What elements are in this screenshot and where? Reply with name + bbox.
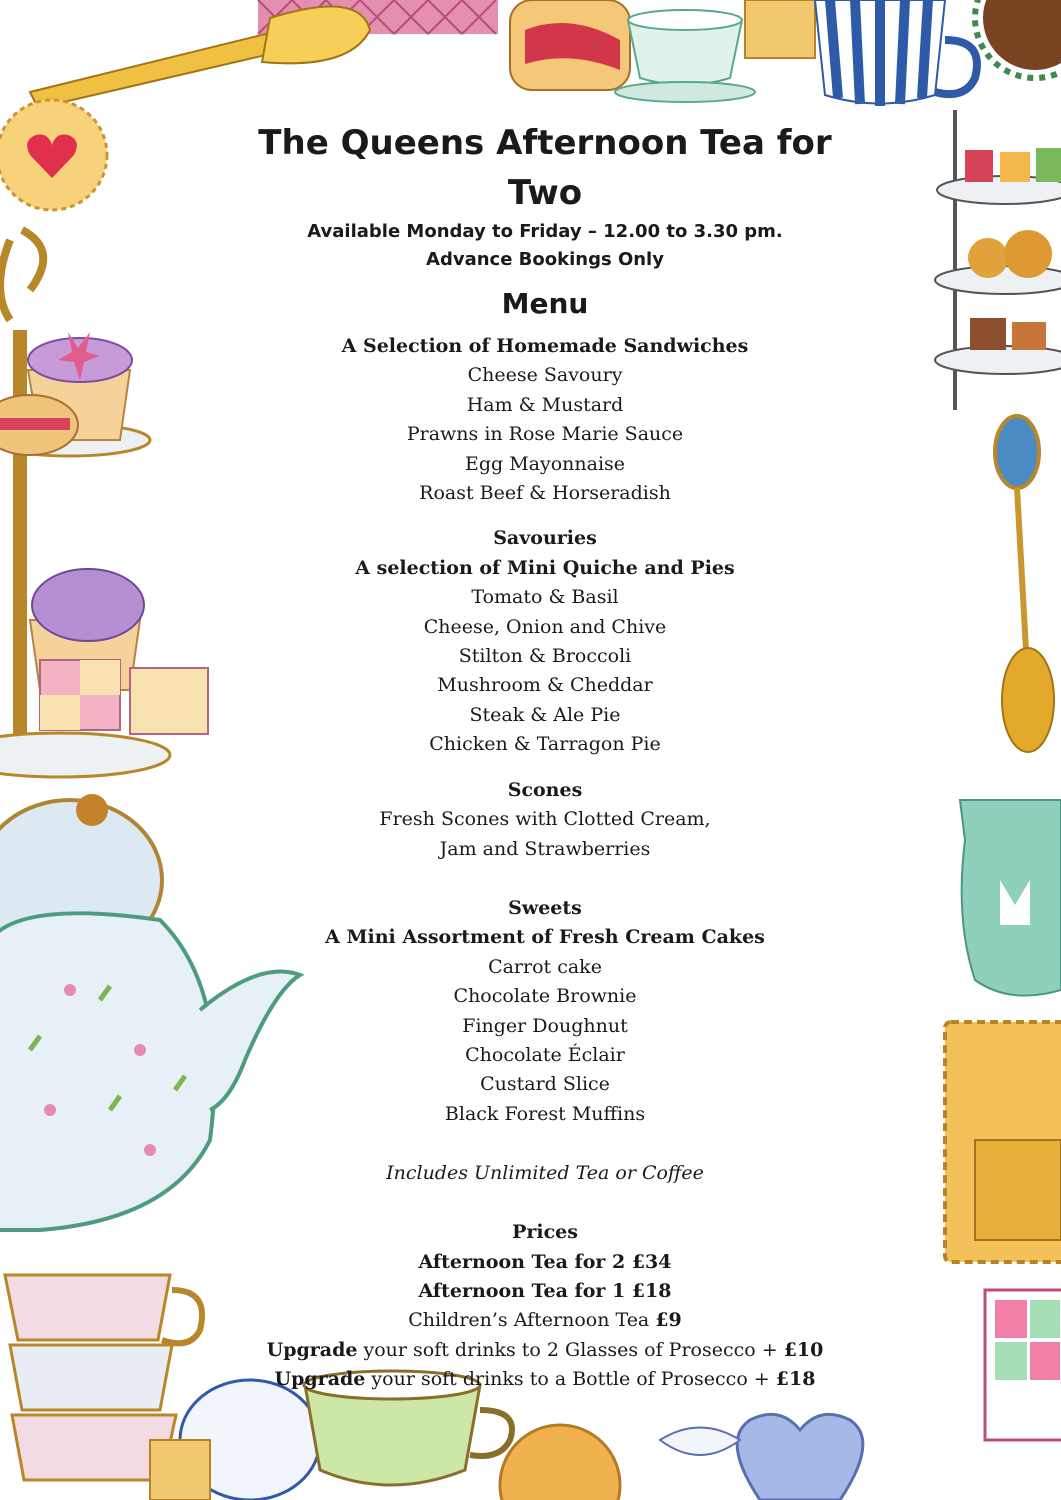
upgrade-glasses	[240, 1336, 850, 1365]
prices-section	[240, 1218, 850, 1394]
list-item: Custard Slice	[480, 1073, 610, 1096]
list-item: Roast Beef & Horseradish	[419, 482, 671, 505]
list-item: Jam and Strawberries	[439, 837, 651, 860]
list-item: Chocolate Brownie	[453, 985, 637, 1008]
biscuit-top-icon	[745, 0, 815, 58]
list-item: Egg Mayonnaise	[464, 452, 626, 475]
list-item: Finger Doughnut	[462, 1014, 628, 1037]
chocolate-cake-icon	[975, 0, 1061, 78]
list-item: Stilton & Broccoli	[458, 645, 632, 668]
prices-heading: Prices	[512, 1221, 578, 1244]
teaspoon-icon	[995, 416, 1054, 752]
children-label: Children’s Afternoon Tea	[408, 1309, 656, 1332]
teacup-icon	[615, 10, 755, 102]
upgrade-word: Upgrade	[266, 1338, 358, 1361]
price-tea-for-one: Afternoon Tea for 1 £18	[418, 1279, 672, 1302]
striped-teacup-icon	[815, 0, 977, 106]
battenberg-icon	[985, 1290, 1061, 1440]
list-item: Chicken & Tarragon Pie	[429, 733, 661, 756]
list-item: Mushroom & Cheddar	[437, 674, 653, 697]
savouries-subheading: A selection of Mini Quiche and Pies	[355, 556, 735, 579]
milk-jug-icon	[960, 800, 1061, 996]
availability-text: Available Monday to Friday – 12.00 to 3.30 pm.	[307, 221, 783, 242]
sandwiches-heading: A Selection of Homemade Sandwiches	[341, 335, 749, 357]
sweets-heading: Sweets	[508, 896, 582, 919]
doughnut-icon	[500, 1425, 620, 1500]
scones-heading: Scones	[507, 778, 583, 801]
menu-title: The Queens Afternoon Tea for Two	[258, 123, 832, 213]
upgrade2-text: your soft drinks to a Bottle of Prosecco +	[365, 1368, 776, 1391]
menu-heading: Menu	[501, 287, 589, 320]
includes-note: Includes Unlimited Tea or Coffee	[386, 1162, 704, 1185]
upgrade1-text: your soft drinks to 2 Glasses of Prosecco +	[357, 1338, 784, 1361]
scones-section	[240, 776, 850, 864]
list-item: Fresh Scones with Clotted Cream,	[379, 808, 711, 831]
cake-stand-icon	[0, 230, 208, 777]
savouries-section	[240, 524, 850, 759]
upgrade-word: Upgrade	[274, 1368, 366, 1391]
biscuit-icon	[945, 1022, 1061, 1262]
list-item: Carrot cake	[488, 955, 602, 978]
list-item: Cheese, Onion and Chive	[423, 615, 667, 638]
list-item: Chocolate Éclair	[465, 1043, 625, 1066]
booking-note: Advance Bookings Only	[426, 249, 664, 270]
savouries-heading: Savouries	[493, 527, 597, 550]
jam-biscuit-icon	[0, 100, 107, 210]
cake-server-icon	[30, 6, 370, 108]
cake-stand-right-icon	[935, 110, 1061, 410]
price-tea-for-two: Afternoon Tea for 2 £34	[418, 1250, 672, 1273]
list-item: Steak & Ale Pie	[469, 703, 621, 726]
list-item: Ham & Mustard	[466, 393, 624, 416]
sandwiches-section	[240, 332, 850, 508]
upgrade-bottle	[240, 1365, 850, 1394]
sweets-section	[240, 894, 850, 1129]
scone-icon	[510, 0, 630, 90]
menu-content	[240, 118, 850, 1395]
upgrade2-price: £18	[775, 1368, 816, 1391]
list-item: Black Forest Muffins	[444, 1102, 646, 1125]
price-children	[240, 1306, 850, 1335]
list-item: Cheese Savoury	[467, 364, 623, 387]
list-item: Prawns in Rose Marie Sauce	[406, 423, 684, 446]
upgrade1-price: £10	[783, 1338, 824, 1361]
sweets-subheading: A Mini Assortment of Fresh Cream Cakes	[325, 926, 765, 949]
list-item: Tomato & Basil	[471, 586, 619, 609]
children-price: £9	[655, 1309, 682, 1332]
heart-cookie-icon	[660, 1414, 863, 1500]
